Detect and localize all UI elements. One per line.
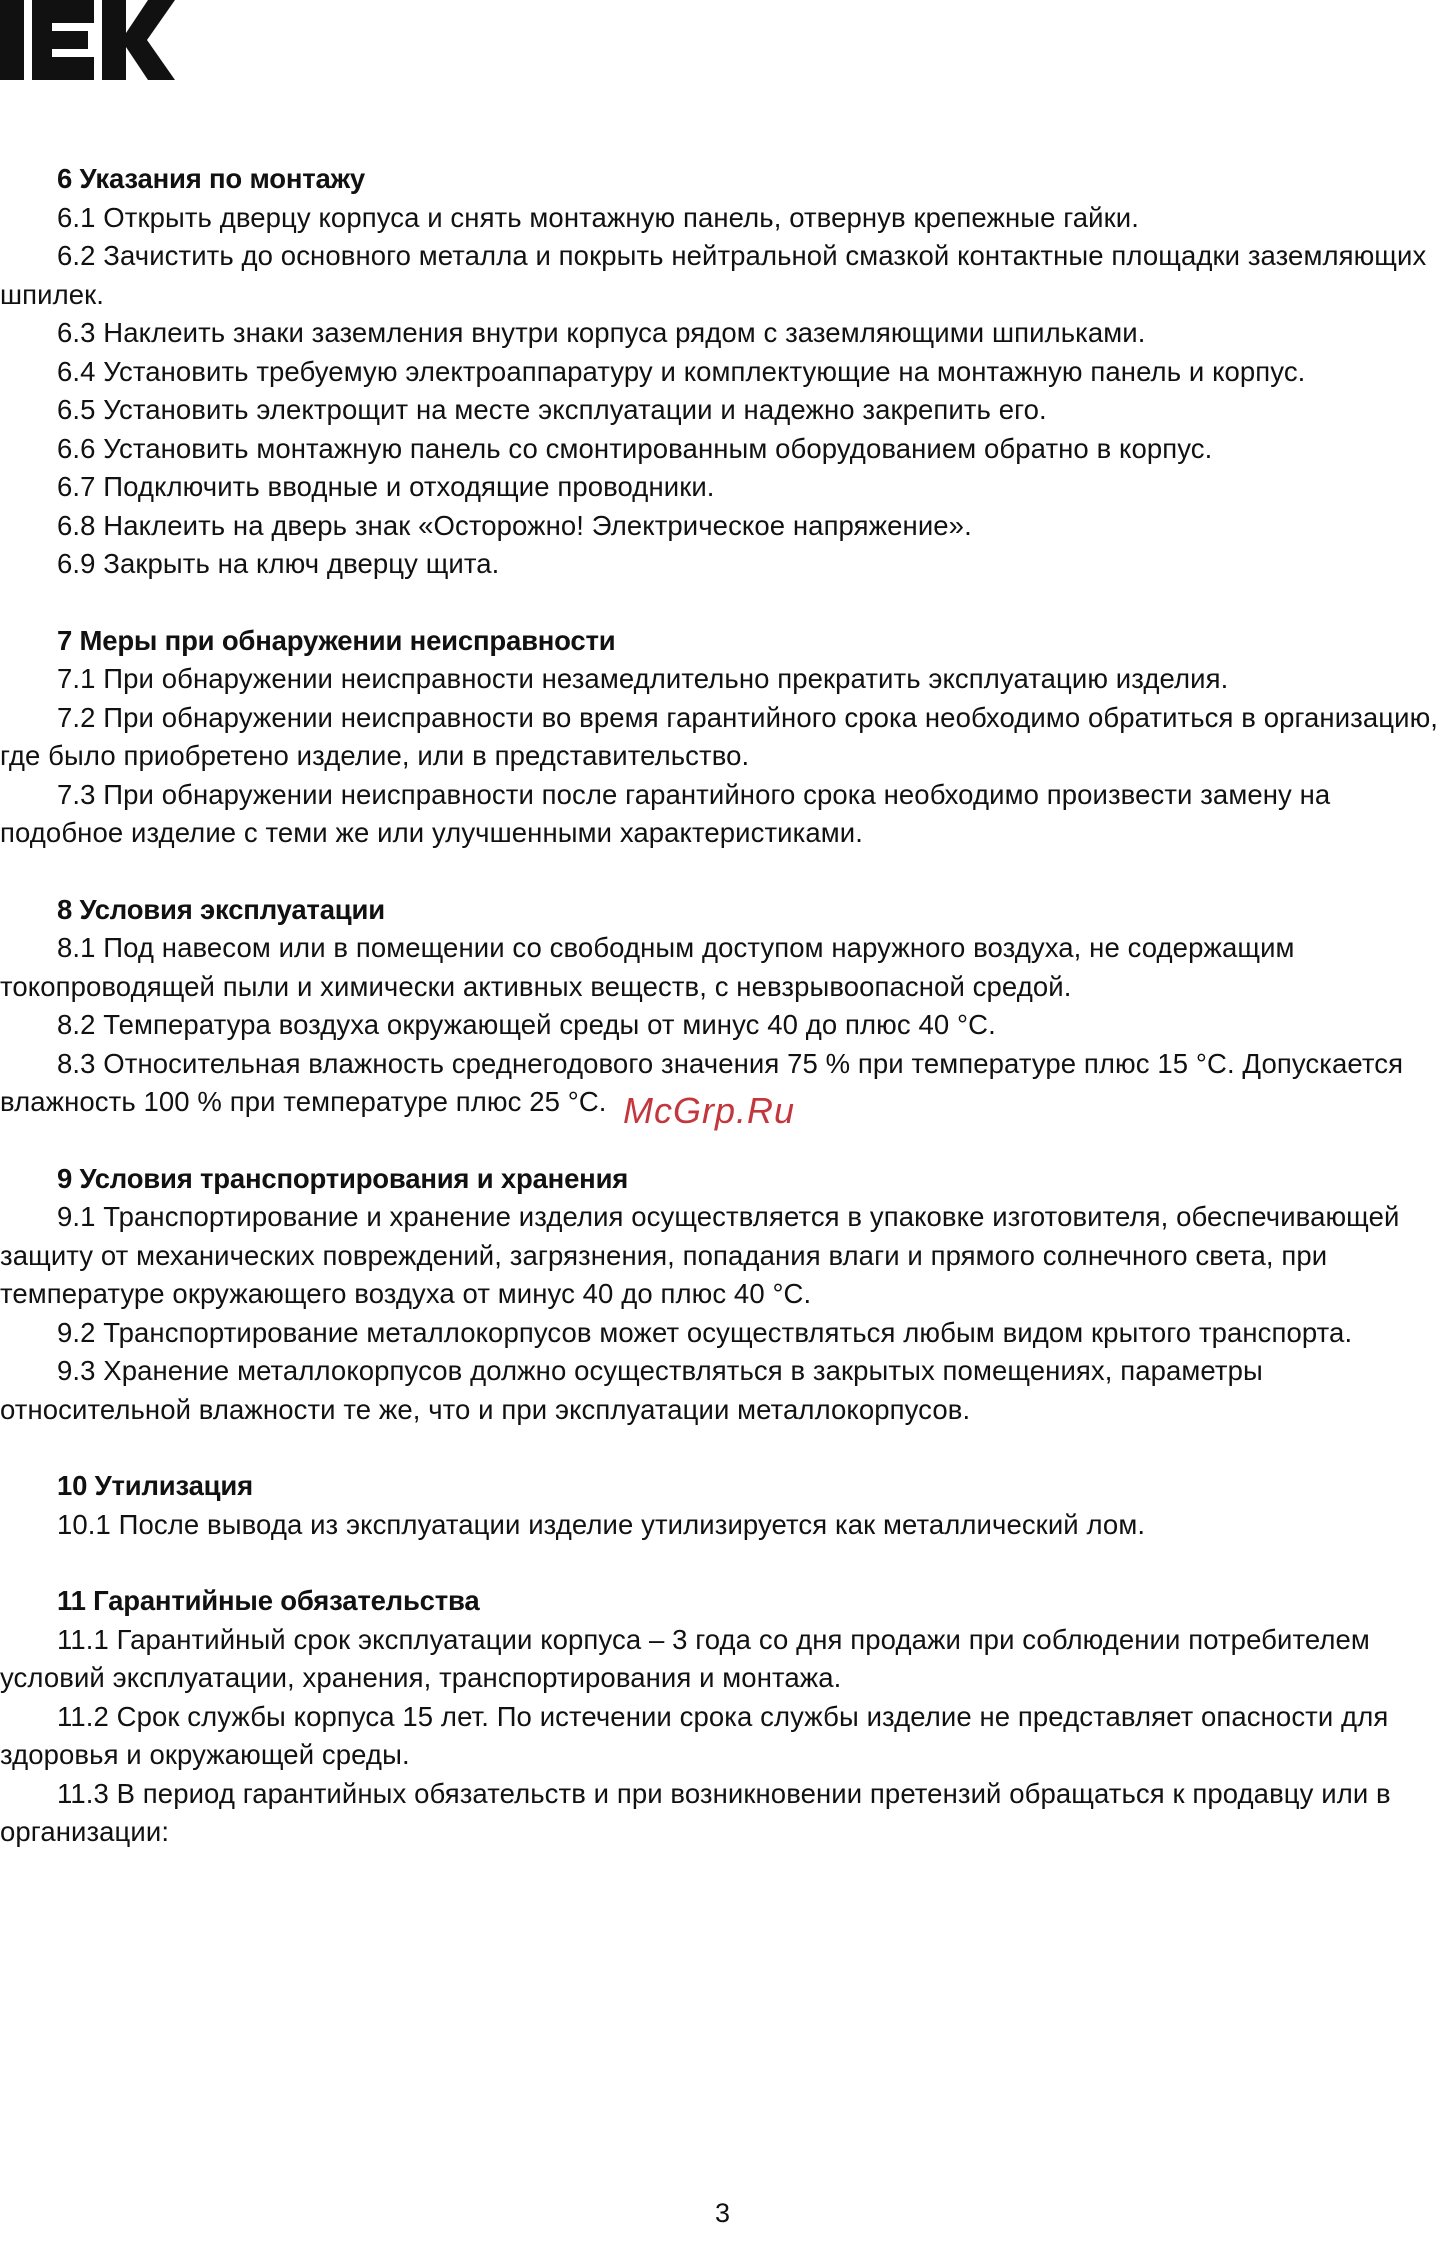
paragraph: 9.2 Транспортирование металлокорпусов может осуществляться любым видом крытого транспорта. [57,1316,1353,1348]
paragraph: 6.6 Установить монтажную панель со смонтированным оборудованием обратно в корпус. [57,432,1213,464]
paragraph: 6.7 Подключить вводные и отходящие проводники. [57,471,715,502]
paragraph: 6.2 Зачистить до основного металла и покрыть нейтральной смазкой контактные площадки заземляющих шпилек. [0,240,1427,310]
section [0,1160,1440,1430]
paragraph: 6.8 Наклеить на дверь знак «Осторожно! Электрическое напряжение». [57,509,972,541]
iek-logo [0,0,175,80]
section [0,1582,1440,1852]
paragraph: 7.3 При обнаружении неисправности после гарантийного срока необходимо произвести замену на подобное изделие с теми же или улучшенными характеристиками. [0,778,1331,848]
section-title: 8 Условия эксплуатации [57,893,385,925]
paragraph: 8.1 Под навесом или в помещении со свободным доступом наружного воздуха, не содержащим токопроводящей пыли и химически активных веществ, с невзрывоопасной средой. [0,932,1295,1002]
paragraph: 6.4 Установить требуемую электроаппаратуру и комплектующие на монтажную панель и корпус. [57,355,1306,387]
section-title: 9 Условия транспортирования и хранения [57,1162,629,1194]
watermark: McGrp.Ru [623,1090,796,1131]
paragraph: 6.1 Открыть дверцу корпуса и снять монтажную панель, отвернув крепежные гайки. [57,201,1139,233]
section [0,891,1440,1122]
section-title: 10 Утилизация [57,1470,253,1501]
paragraph: 6.5 Установить электрощит на месте эксплуатации и надежно закрепить его. [57,394,1047,425]
paragraph: 8.3 Относительная влажность среднегодового значения 75 % при температуре плюс 15 °С. Допускается влажность 100 % при температуре плюс 25 °С. [0,1047,1404,1117]
paragraph: 7.1 При обнаружении неисправности незамедлительно прекратить эксплуатацию изделия. [57,663,1229,694]
document-body [0,160,1440,1852]
section [0,1467,1440,1544]
section-title: 11 Гарантийные обязательства [57,1585,480,1616]
paragraph: 7.2 При обнаружении неисправности во время гарантийного срока необходимо обратиться в организацию, где было приобретено изделие, или в представительство. [0,701,1439,771]
paragraph: 11.1 Гарантийный срок эксплуатации корпуса – 3 года со дня продажи при соблюдении потребителем условий эксплуатации, хранения, транспортирования и монтажа. [0,1623,1370,1693]
section [0,160,1440,584]
section-title: 7 Меры при обнаружении неисправности [57,624,616,656]
paragraph: 6.3 Наклеить знаки заземления внутри корпуса рядом с заземляющими шпильками. [57,317,1146,348]
paragraph: 9.1 Транспортирование и хранение изделия осуществляется в упаковке изготовителя, обеспечивающей защиту от механических повреждений, загрязнения, попадания влаги и прямого солнечного света, при температуре окружающего воздуха от минус 40 до плюс 40 °С. [0,1201,1400,1309]
section [0,622,1440,853]
paragraph: 9.3 Хранение металлокорпусов должно осуществляться в закрытых помещениях, параметры относительной влажности те же, что и при эксплуатации металлокорпусов. [0,1355,1263,1425]
section-title: 6 Указания по монтажу [57,163,365,194]
paragraph: 8.2 Температура воздуха окружающей среды от минус 40 до плюс 40 °С. [57,1009,996,1040]
paragraph: 11.3 В период гарантийных обязательств и при возникновении претензий обращаться к продавцу или в организации: [0,1777,1391,1847]
paragraph: 10.1 После вывода из эксплуатации изделие утилизируется как металлический лом. [57,1508,1146,1540]
paragraph: 11.2 Срок службы корпуса 15 лет. По истечении срока службы изделие не представляет опасности для здоровья и окружающей среды. [0,1700,1389,1770]
page-number: 3 [714,2198,731,2228]
paragraph: 6.9 Закрыть на ключ дверцу щита. [57,548,500,579]
